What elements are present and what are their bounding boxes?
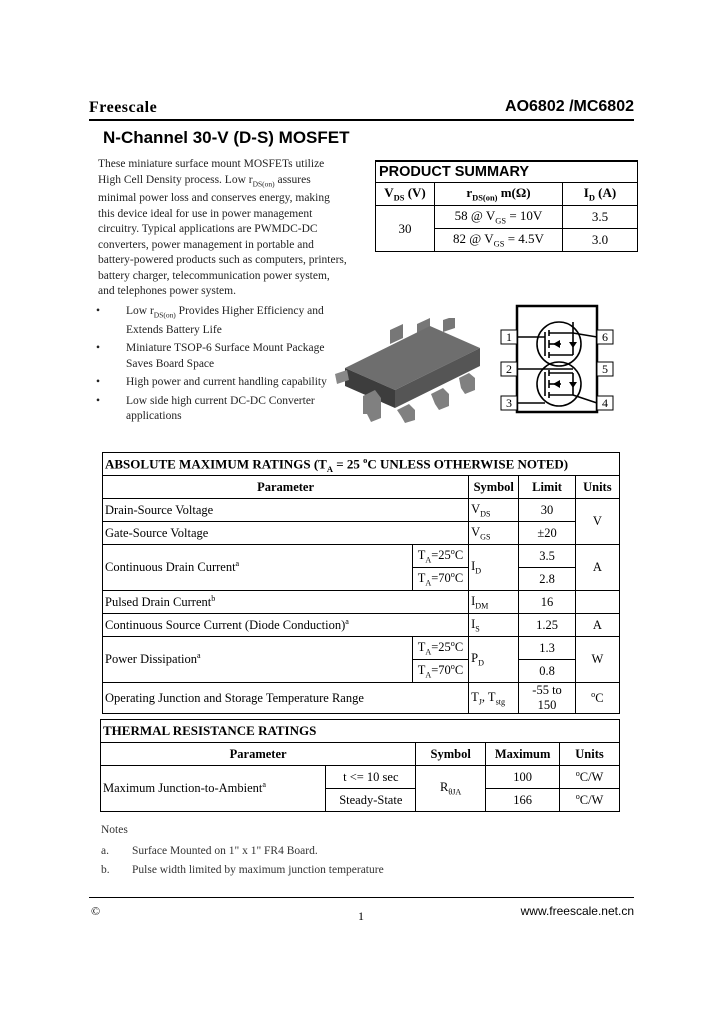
header-rule: [89, 119, 634, 121]
abs-max-header-units: Units: [575, 476, 619, 499]
table-row: Continuous Drain Current$^a$ $T_A=25^oC$ $I_D$ 3.5 A: [103, 545, 620, 568]
thermal-header-maximum: Maximum: [486, 743, 560, 766]
description-sub: DS(on): [252, 178, 275, 188]
summary-rds-row-2: 82 @ $V_{GS} = 4.5V$: [435, 229, 563, 252]
note-item: a. Surface Mounted on 1" x 1" FR4 Board.: [101, 845, 318, 857]
brand-name: Freescale: [89, 99, 158, 116]
feature-item: • Low $r_{DS(on)}$ Provides Higher Efficiency and Extends Battery Life: [96, 305, 324, 336]
product-summary-title: PRODUCT SUMMARY: [376, 161, 638, 183]
description-part1: These miniature surface mount MOSFETs utilize High Cell Density process. Low r: [98, 158, 325, 186]
thermal-header-units: Units: [560, 743, 620, 766]
part-numbers: AO6802 /MC6802: [505, 98, 634, 115]
pin-5-label: 5: [602, 362, 608, 376]
table-row: Pulsed Drain Current$^b$ $I_{DM}$ 16: [103, 591, 620, 614]
abs-max-header-limit: Limit: [519, 476, 575, 499]
website-url[interactable]: www.freescale.net.cn: [520, 904, 634, 918]
abs-max-header-parameter: Parameter: [103, 476, 469, 499]
product-summary-table: [375, 160, 638, 252]
table-row: Maximum Junction-to-Ambient$^a$ t <= 10 sec $R_{\theta JA}$ 100 $^o$C/W: [101, 766, 620, 789]
copyright-icon: ©: [91, 904, 101, 918]
thermal-resistance-table: [100, 719, 620, 812]
absolute-max-ratings-table: [102, 452, 620, 714]
thermal-title: THERMAL RESISTANCE RATINGS: [101, 720, 620, 743]
table-row: Steady-State 166 $^o$C/W: [101, 789, 620, 812]
feature-item: • High power and current handling capability: [96, 375, 346, 391]
summary-header-rds: $r_{DS(on)}$ m(Ω): [435, 183, 563, 206]
table-row: $T_A=70^oC$ 2.8: [103, 568, 620, 591]
page-title: N-Channel 30-V (D-S) MOSFET: [103, 128, 350, 147]
summary-rds-row-1: 58 @ $V_{GS} = 10V$: [435, 206, 563, 229]
pin-1-label: 1: [506, 330, 512, 344]
abs-max-title: ABSOLUTE MAXIMUM RATINGS ($T_A = 25$ $^o$C UNLESS OTHERWISE NOTED): [103, 453, 620, 476]
table-row: Gate-Source Voltage $V_{GS}$ ±20: [103, 522, 620, 545]
description: [98, 157, 348, 300]
thermal-header-parameter: Parameter: [101, 743, 416, 766]
bullet-icon: •: [96, 342, 101, 355]
pin-3-label: 3: [506, 396, 512, 410]
feature-item: • Low side high current DC-DC Converter applications: [96, 394, 315, 423]
summary-id-row-2: 3.0: [563, 229, 638, 252]
table-row: $T_A=70^oC$ 0.8: [103, 660, 620, 683]
pin-2-label: 2: [506, 362, 512, 376]
feature-item: • Miniature TSOP-6 Surface Mount Package Saves Board Space: [96, 342, 325, 370]
summary-header-id: $I_D$ (A): [563, 183, 638, 206]
note-item: b. Pulse width limited by maximum junction temperature: [101, 864, 384, 876]
bullet-icon: •: [96, 305, 101, 317]
feature-list: [96, 304, 346, 428]
bullet-icon: •: [96, 394, 101, 407]
table-row: Power Dissipation$^a$ $T_A=25^oC$ $P_D$ 1.3 W: [103, 637, 620, 660]
tsop6-package-image: [335, 318, 485, 423]
table-row: Continuous Source Current (Diode Conduction)$^a$ $I_S$ 1.25 A: [103, 614, 620, 637]
pin-6-label: 6: [602, 330, 608, 344]
page-number: 1: [358, 909, 364, 923]
thermal-header-symbol: Symbol: [416, 743, 486, 766]
bullet-icon: •: [96, 376, 101, 389]
pin-4-label: 4: [602, 396, 608, 410]
description-part2: assures minimal power loss and conserves energy, making this device ideal for use in power management circuitry. Typical applications are PWMDC-DC converters, power management in portable and battery-powered products such as computers, printers, battery charger, telecommunication power system, and telephones power system.: [98, 173, 347, 298]
footer-rule: [89, 897, 634, 898]
abs-max-header-symbol: Symbol: [469, 476, 519, 499]
table-row: Drain-Source Voltage $V_{DS}$ 30 V: [103, 499, 620, 522]
summary-header-vds: $V_{DS}$ (V): [376, 183, 435, 206]
summary-vds-value: 30: [376, 206, 435, 252]
pinout-schematic: [497, 302, 622, 414]
summary-id-row-1: 3.5: [563, 206, 638, 229]
notes-title: Notes: [101, 824, 128, 836]
table-row: Operating Junction and Storage Temperature Range $T_J$, $T_{stg}$ -55 to 150 $^o$C: [103, 683, 620, 714]
